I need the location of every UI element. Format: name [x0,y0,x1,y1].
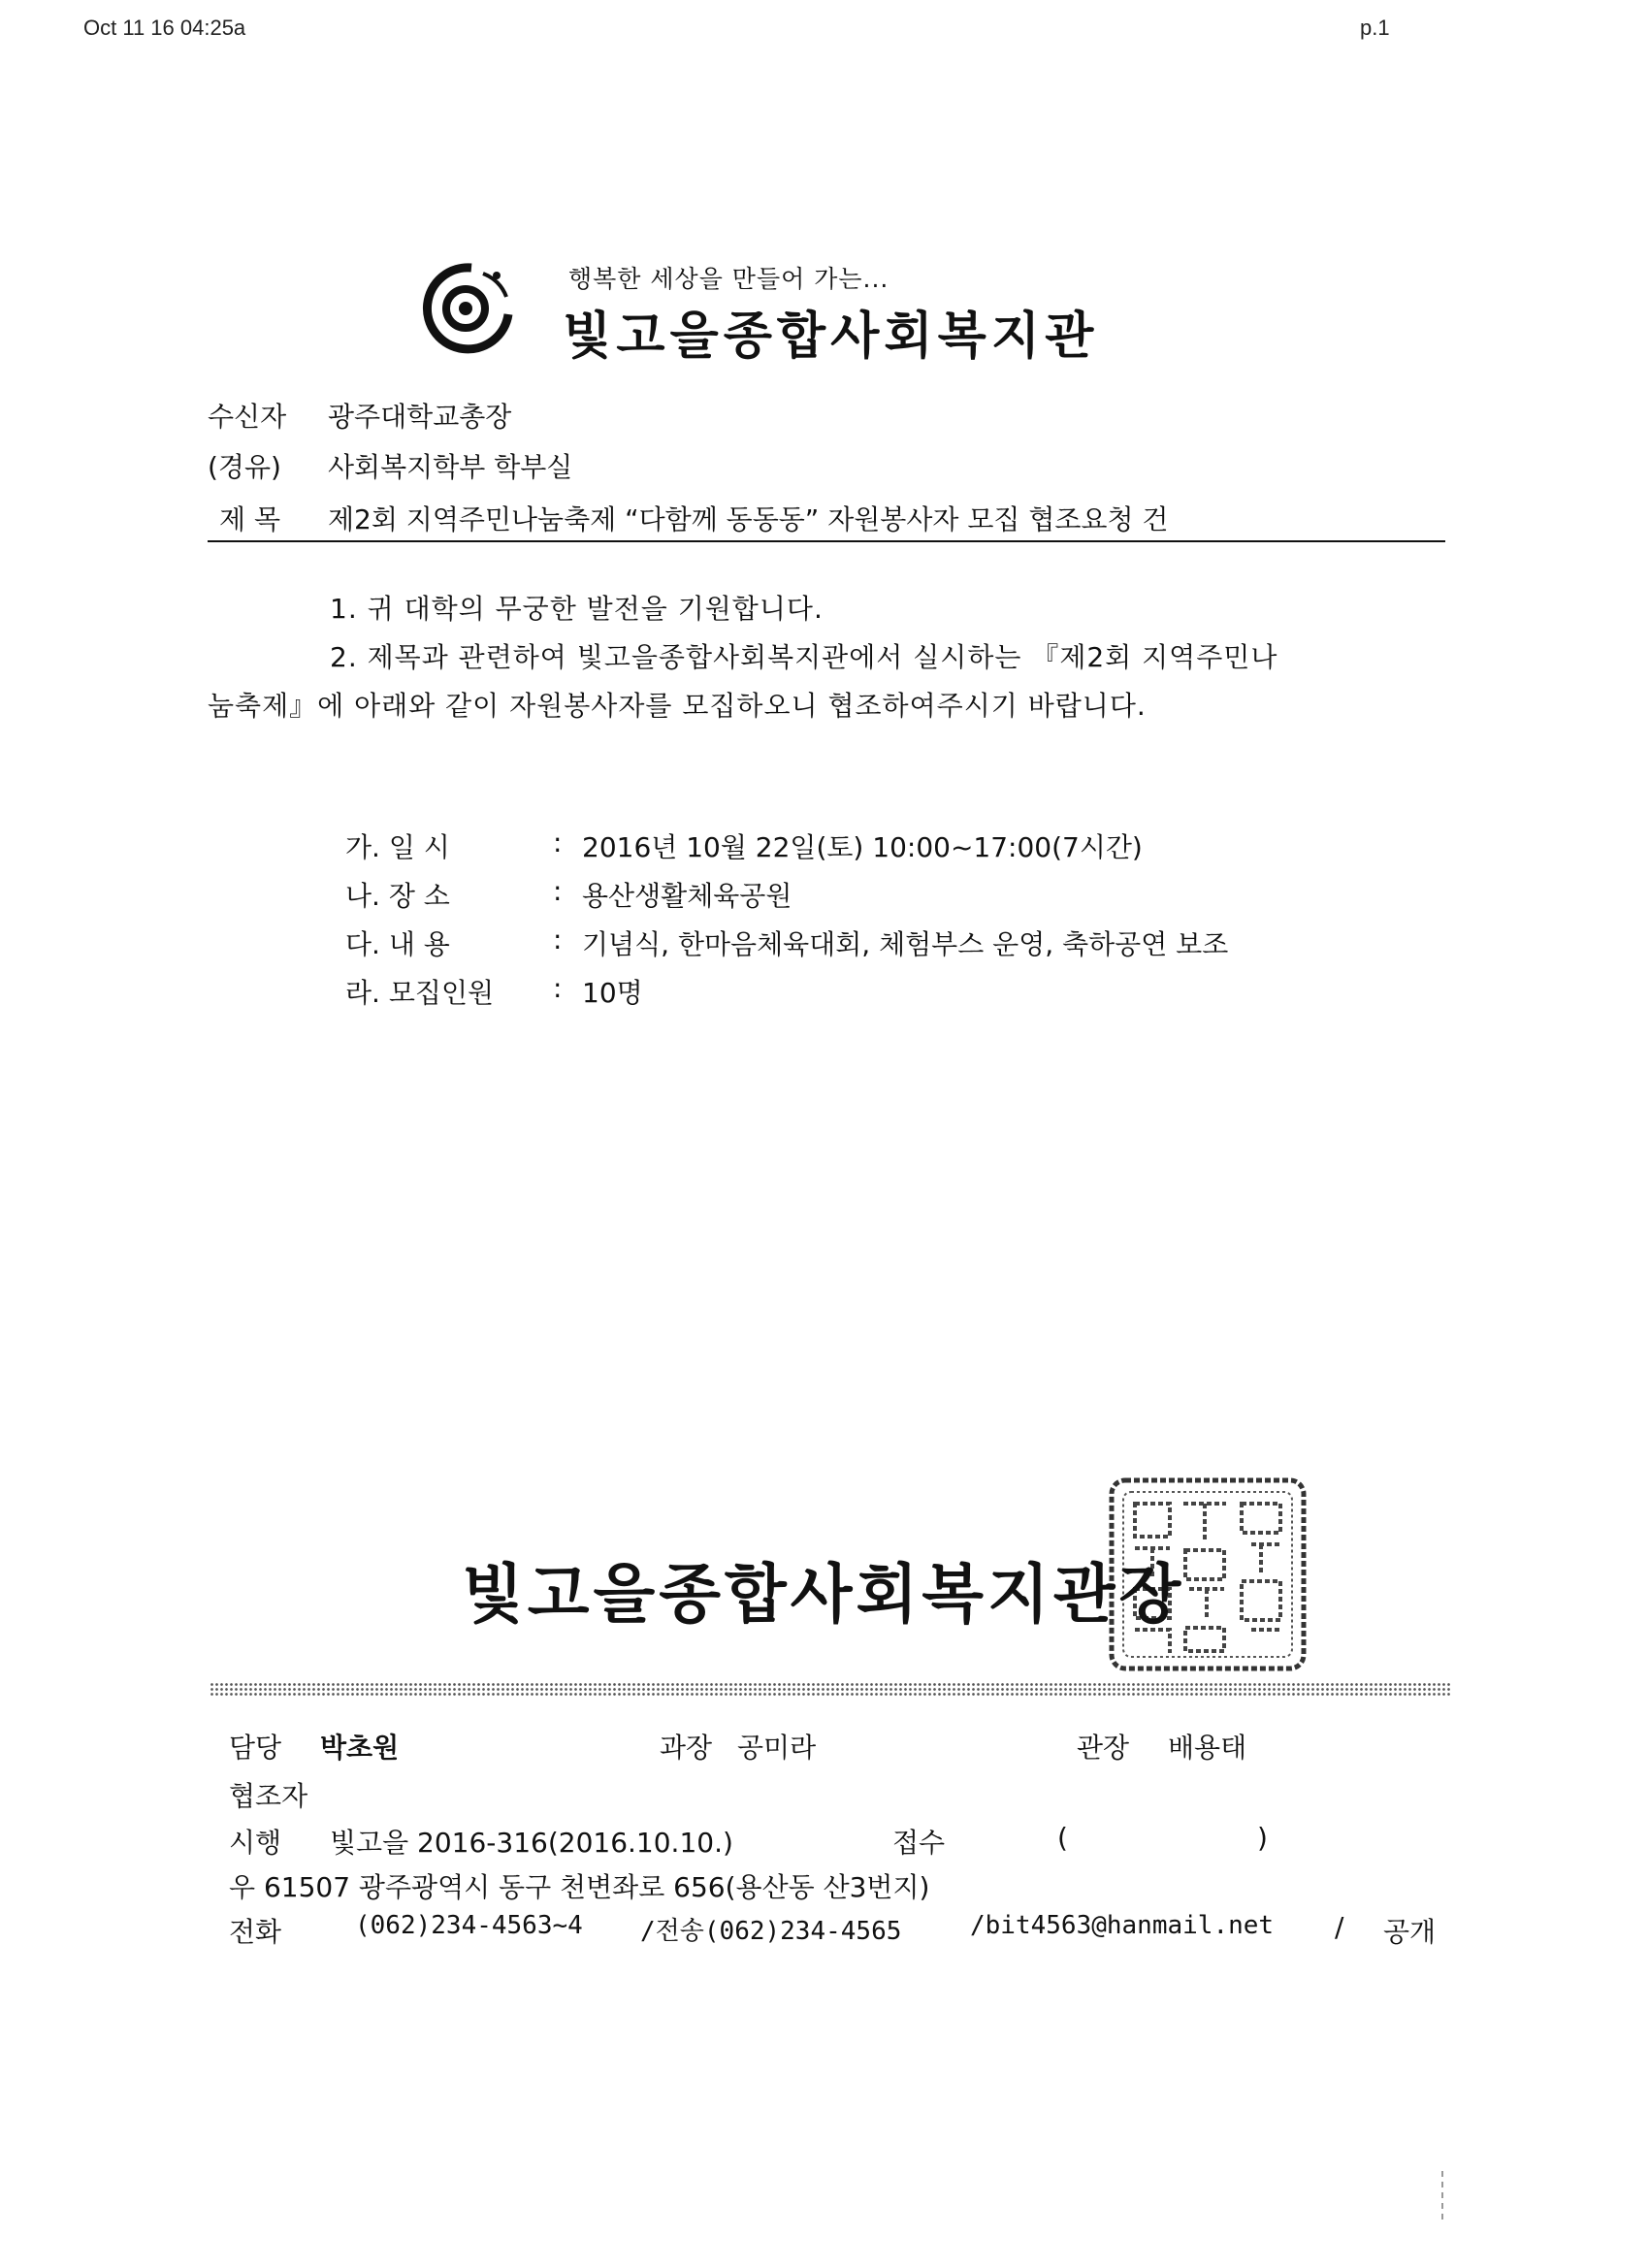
detail-value-date: 2016년 10월 22일(토) 10:00~17:00(7시간) [582,831,1143,863]
staff-name: 박초원 [320,1732,400,1764]
via-value: 사회복지학부 학부실 [328,451,573,483]
detail-colon: : [553,972,563,1004]
via-label: (경유) [208,451,281,483]
scan-margin-mark [1441,2171,1445,2219]
manager-label: 과장 [660,1732,713,1764]
receipt-open-paren: ( [1057,1822,1068,1854]
footer-slash: / [1335,1911,1344,1943]
detail-label-date: 가. 일 시 [345,831,450,863]
recipient-value: 광주대학교총장 [328,401,512,433]
receipt-label: 접수 [892,1827,946,1859]
subject-value: 제2회 지역주민나눔축제 “다함께 동동동” 자원봉사자 모집 협조요청 건 [328,503,1169,535]
fax-timestamp: Oct 11 16 04:25a [83,16,246,40]
staff-label: 담당 [229,1732,282,1764]
receipt-close-paren: ) [1257,1822,1268,1854]
detail-value-recruits: 10명 [582,977,643,1009]
exec-label: 시행 [229,1827,282,1859]
email-address: /bit4563@hanmail.net [970,1911,1275,1940]
detail-label-recruits: 라. 모집인원 [345,977,495,1009]
body-paragraph-2-line-1: 2. 제목과 관련하여 빛고을종합사회복지관에서 실시하는 『제2회 지역주민나 [330,641,1278,673]
org-logo-icon [415,258,516,359]
cooperator-label: 협조자 [229,1780,308,1812]
recipient-label: 수신자 [208,401,287,433]
detail-value-place: 용산생활체육공원 [582,880,792,912]
director-name: 배용태 [1168,1732,1247,1764]
detail-colon: : [553,875,563,907]
detail-value-content: 기념식, 한마음체육대회, 체험부스 운영, 축하공연 보조 [582,928,1229,960]
detail-colon: : [553,923,563,956]
exec-value: 빛고을 2016-316(2016.10.10.) [330,1827,733,1859]
org-slogan: 행복한 세상을 만들어 가는... [568,265,889,293]
subject-label: 제 목 [219,503,280,535]
body-paragraph-1: 1. 귀 대학의 무궁한 발전을 기원합니다. [330,593,824,625]
sender-title: 빛고을종합사회복지관장 [462,1557,1185,1632]
detail-label-place: 나. 장 소 [345,880,450,912]
fax-page-number: p.1 [1360,16,1390,40]
subject-underline [208,540,1445,542]
phone-number: (062)234-4563~4 [355,1911,583,1940]
fax-number: /전송(062)234-4565 [640,1917,902,1946]
footer-dotted-separator [210,1682,1451,1698]
phone-label: 전화 [229,1916,282,1948]
manager-name: 공미라 [737,1732,817,1764]
disclosure-status: 공개 [1383,1916,1437,1948]
detail-label-content: 다. 내 용 [345,928,450,960]
postal-address: 우 61507 광주광역시 동구 천변좌로 656(용산동 산3번지) [229,1871,930,1903]
director-label: 관장 [1077,1732,1130,1764]
body-paragraph-2-line-2: 눔축제』에 아래와 같이 자원봉사자를 모집하오니 협조하여주시기 바랍니다. [208,690,1147,722]
org-name: 빛고을종합사회복지관 [563,308,1099,366]
detail-colon: : [553,826,563,859]
